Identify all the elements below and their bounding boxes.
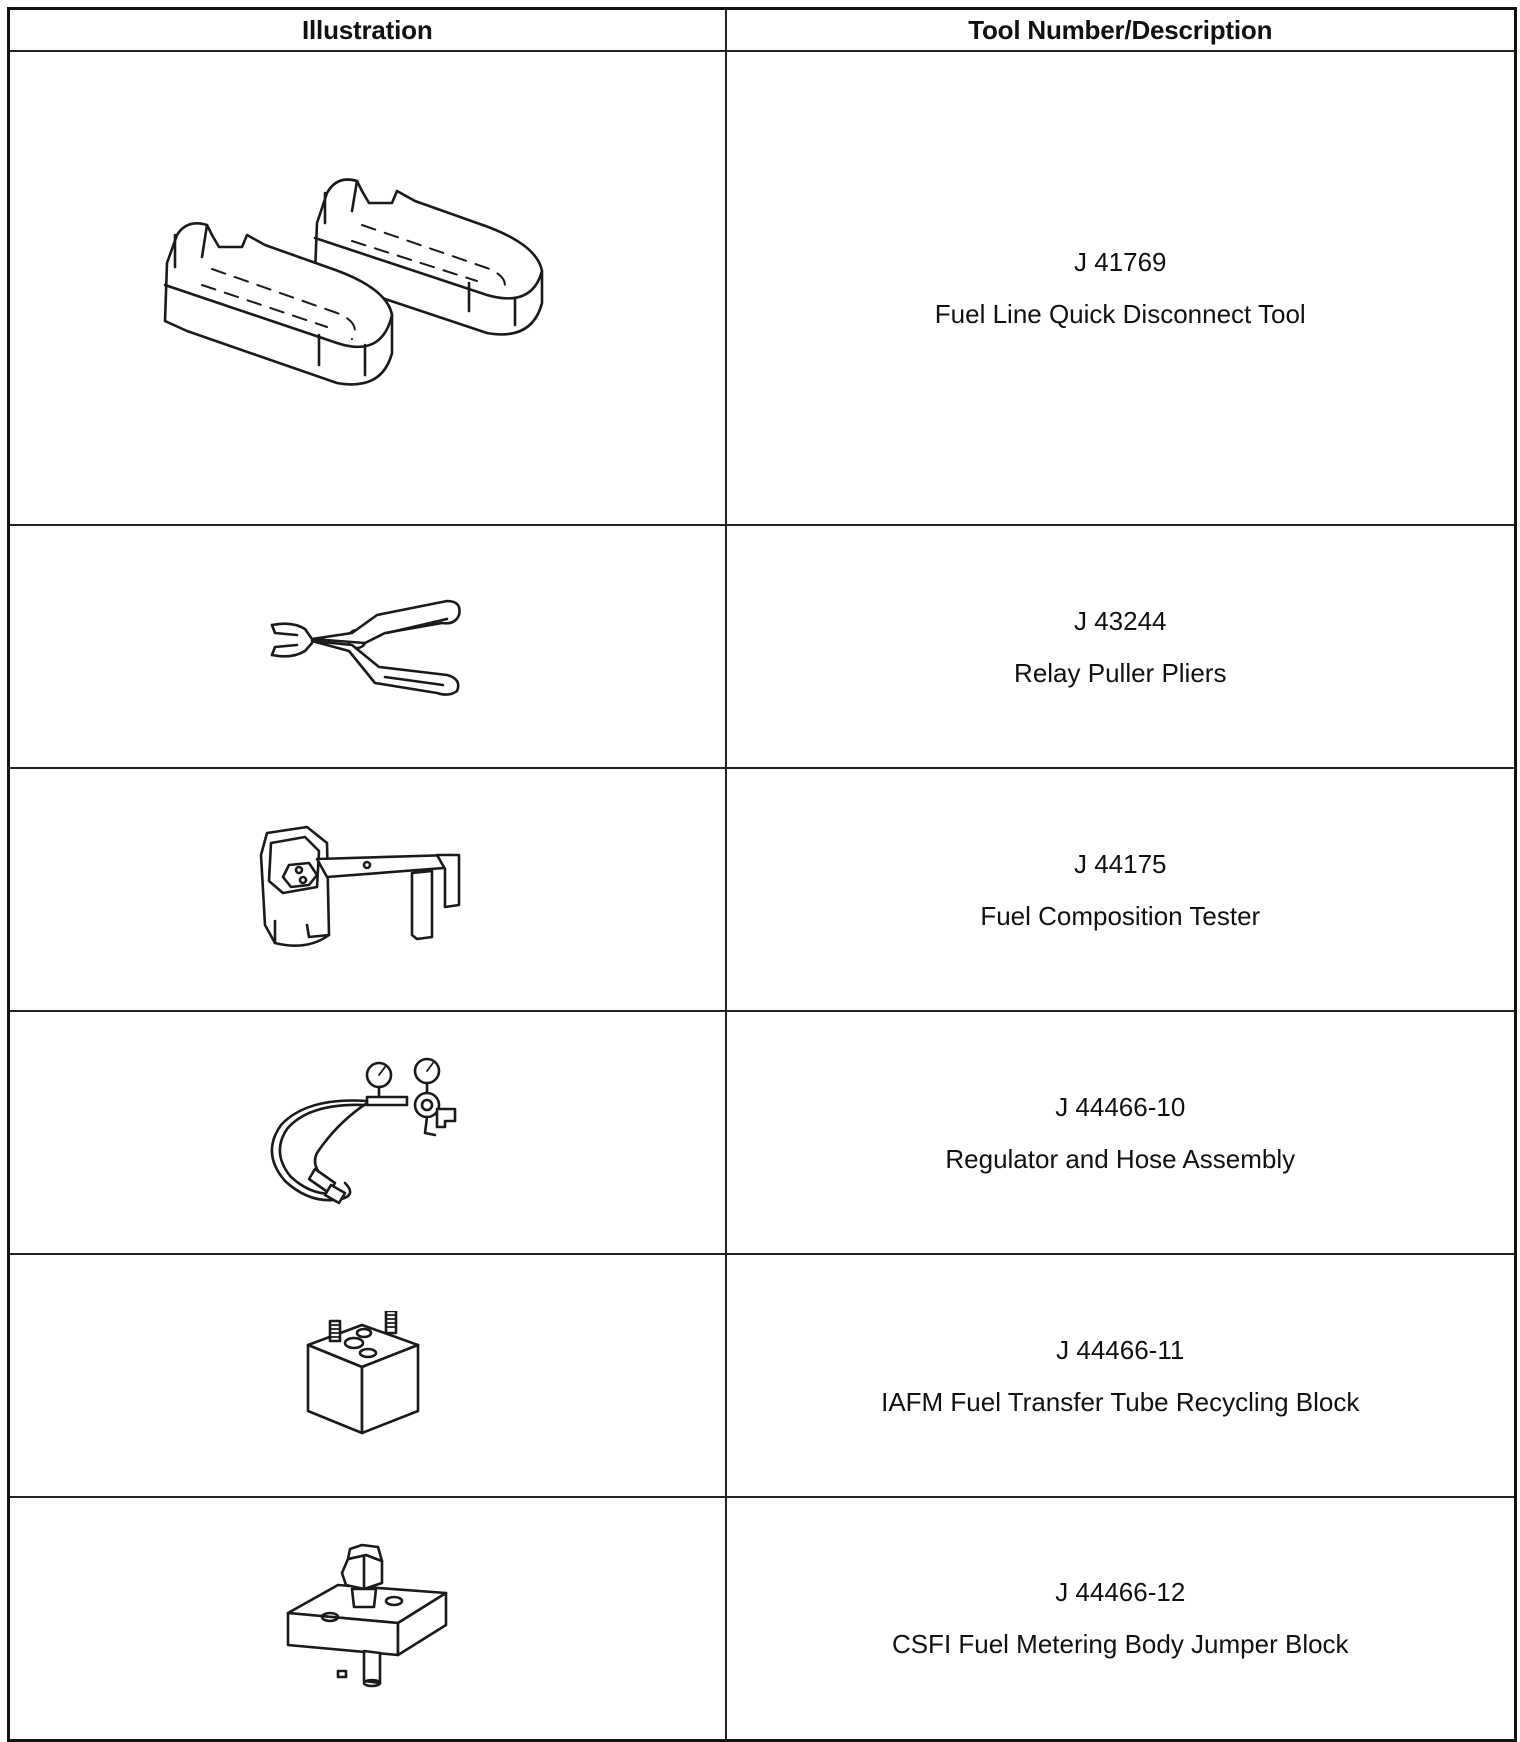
special-tools-table — [7, 7, 1517, 1742]
relay-puller-pliers-icon — [267, 597, 467, 697]
tool-description-cell — [726, 1011, 1516, 1254]
table-row — [9, 768, 1516, 1011]
tool-description: IAFM Fuel Transfer Tube Recycling Block — [881, 1386, 1360, 1417]
tool-description-cell — [726, 1497, 1516, 1740]
tool-description-cell — [726, 525, 1516, 768]
illustration-cell — [9, 768, 726, 1011]
table-row — [9, 51, 1516, 525]
table-row — [9, 1254, 1516, 1497]
illustration-cell — [9, 51, 726, 525]
illustration-cell — [9, 1011, 726, 1254]
tool-description: CSFI Fuel Metering Body Jumper Block — [891, 1629, 1349, 1660]
tool-number: J 41769 — [1073, 247, 1167, 277]
fuel-line-disconnect-tool-icon — [157, 163, 577, 413]
recycling-block-icon — [302, 1311, 432, 1441]
tool-number: J 44466-10 — [1055, 1091, 1186, 1122]
tool-description: Regulator and Hose Assembly — [945, 1143, 1296, 1174]
tool-number: J 43244 — [1073, 605, 1167, 636]
header-illustration: Illustration — [9, 9, 726, 52]
tool-description-cell — [726, 51, 1516, 525]
tool-description: Fuel Line Quick Disconnect Tool — [934, 299, 1306, 329]
table-row — [9, 1011, 1516, 1254]
tool-description: Fuel Composition Tester — [980, 900, 1261, 931]
tool-description-cell — [726, 1254, 1516, 1497]
table-header-row — [9, 9, 1516, 52]
illustration-cell — [9, 1497, 726, 1740]
jumper-block-icon — [282, 1543, 452, 1693]
table-row — [9, 525, 1516, 768]
tool-description: Relay Puller Pliers — [1014, 657, 1227, 688]
regulator-hose-assembly-icon — [267, 1053, 467, 1213]
tool-description-cell — [726, 768, 1516, 1011]
illustration-cell — [9, 1254, 726, 1497]
tool-number: J 44466-11 — [1056, 1334, 1185, 1365]
table-row — [9, 1497, 1516, 1740]
header-tool-description: Tool Number/Description — [726, 9, 1516, 52]
tool-number: J 44175 — [1073, 848, 1167, 879]
illustration-cell — [9, 525, 726, 768]
tool-number: J 44466-12 — [1055, 1577, 1186, 1608]
fuel-composition-tester-icon — [247, 825, 487, 955]
